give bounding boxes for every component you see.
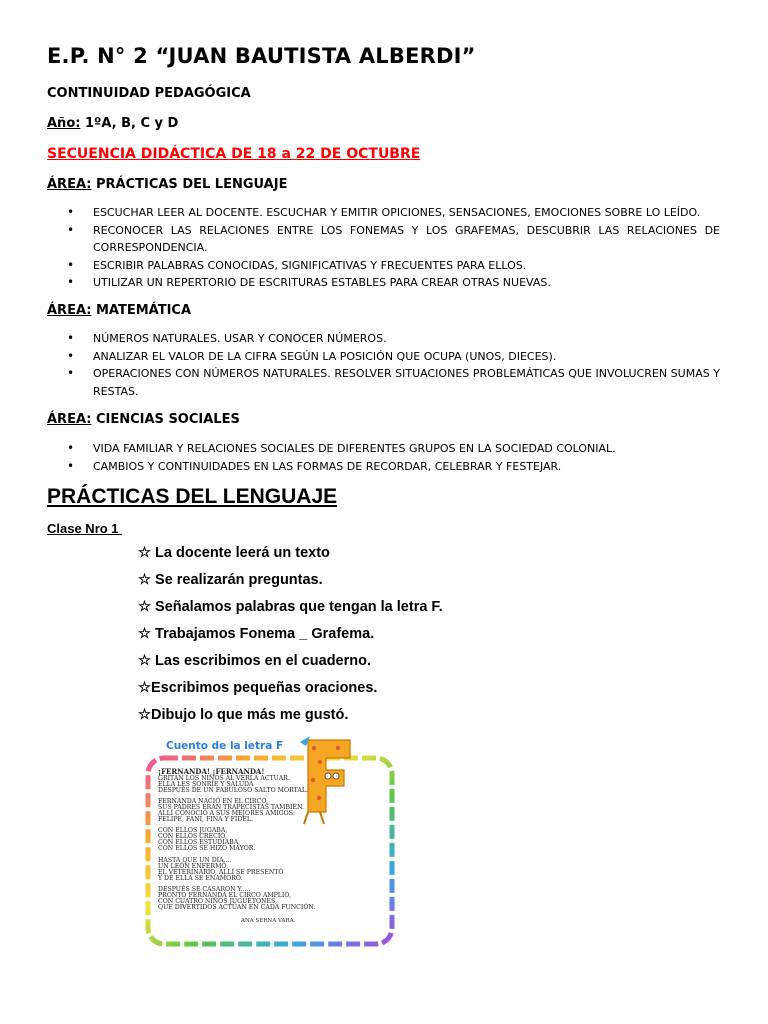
poem-stanza (158, 858, 328, 882)
poem-line: EL VETERINARIO, ALLÍ SE PRESENTÓ (158, 868, 284, 876)
area-sociales-list (47, 440, 720, 475)
area-heading-matematica (47, 303, 191, 318)
poem-line: ALLÍ CONOCIÓ A SUS MEJORES AMIGOS: (158, 809, 296, 817)
area-name: MATEMÁTICA (91, 303, 192, 318)
list-item: • ANALIZAR EL VALOR DE LA CIFRA SEGÚN LA POSICIÓN QUE OCUPA (UNOS, DIECES). (47, 348, 720, 366)
step-item: ☆ Se realizarán preguntas. (138, 572, 323, 588)
step-item: ☆ Señalamos palabras que tengan la letra F. (138, 599, 443, 615)
poem-line: DESPUÉS DE UN FABULOSO SALTO MORTAL. (158, 786, 308, 794)
area-label: ÁREA: (47, 303, 92, 318)
poem-line: HASTA QUE UN DÍA.... (158, 856, 232, 864)
area-label: ÁREA: (47, 177, 92, 192)
section-heading: PRÁCTICAS DEL LENGUAJE (47, 485, 338, 508)
list-item: • VIDA FAMILIAR Y RELACIONES SOCIALES DE DIFERENTES GRUPOS EN LA SOCIEDAD COLONIAL. (47, 440, 720, 458)
story-author: ANA SERNA VARA. (241, 918, 296, 924)
story-title: Cuento de la letra F (166, 740, 284, 752)
story-poem (158, 768, 328, 916)
poem-line: PRONTO FERNANDA EL CIRCO AMPLIÓ, (158, 892, 292, 899)
poem-stanza (158, 799, 328, 823)
list-item: • UTILIZAR UN REPERTORIO DE ESCRITURAS ESTABLES PARA CREAR OTRAS NUEVAS. (47, 274, 720, 292)
step-item: ☆ Las escribimos en el cuaderno. (138, 653, 371, 669)
area-lenguaje-list (47, 204, 720, 292)
area-heading-sociales (47, 412, 240, 427)
area-name: PRÁCTICAS DEL LENGUAJE (91, 177, 288, 192)
year-line (47, 116, 178, 131)
list-item: • RECONOCER LAS RELACIONES ENTRE LOS FONEMAS Y LOS GRAFEMAS, DESCUBRIR LAS RELACIONES DE CORRESPONDENCIA. (47, 222, 720, 257)
area-name: CIENCIAS SOCIALES (91, 412, 240, 427)
poem-line: ELLA LES SONRÍE Y SALUDA (158, 780, 254, 788)
poem-line: GRITAN LOS NIÑOS AL VERLA ACTUAR. (158, 774, 290, 782)
class-steps (138, 543, 443, 732)
poem-line: DESPUÉS SE CASARON Y..... (158, 885, 251, 893)
story-image (138, 732, 400, 950)
poem-line: QUE DIVERTIDOS ACTÚAN EN CADA FUNCIÓN. (158, 904, 316, 912)
poem-stanza (158, 887, 328, 911)
poem-line: CON CUATRO NIÑOS JUGUETONES, (158, 898, 277, 906)
area-label: ÁREA: (47, 412, 92, 427)
poem-line: Y DE ELLA SE ENAMORÓ. (158, 874, 243, 882)
area-heading-lenguaje (47, 177, 287, 192)
poem-line: UN LEÓN ENFERMÓ, (158, 862, 229, 870)
list-item: • NÚMEROS NATURALES. USAR Y CONOCER NÚMEROS. (47, 330, 720, 348)
list-item: • OPERACIONES CON NÚMEROS NATURALES. RESOLVER SITUACIONES PROBLEMÁTICAS QUE INVOLUCREN SUMAS Y RESTAS. (47, 365, 720, 400)
poem-line: ¡FERNANDA! ¡FERNANDA! (158, 767, 265, 776)
poem-stanza (158, 828, 328, 852)
subtitle: CONTINUIDAD PEDAGÓGICA (47, 86, 251, 101)
step-item: ☆ Trabajamos Fonema _ Grafema. (138, 626, 375, 642)
list-item: • ESCUCHAR LEER AL DOCENTE. ESCUCHAR Y EMITIR OPICIONES, SENSACIONES, EMOCIONES SOBRE LO LEÍDO. (47, 204, 720, 222)
poem-line: SUS PADRES ERAN TRAPECISTAS TAMBIÉN. (158, 803, 304, 811)
class-label: Clase Nro 1 (47, 521, 123, 536)
step-item: ☆Dibujo lo que más me gustó. (138, 707, 349, 723)
area-matematica-list (47, 330, 720, 400)
poem-stanza (158, 768, 328, 794)
poem-line: CON ELLOS JUGABA, (158, 827, 228, 835)
poem-line: FERNANDA NACIÓ EN EL CIRCO, (158, 797, 268, 805)
step-item: ☆Escribimos pequeñas oraciones. (138, 680, 378, 696)
poem-line: CON ELLOS SE HIZO MAYOR. (158, 845, 256, 853)
year-value: 1ºA, B, C y D (80, 116, 179, 131)
poem-line: CON ELLOS CRECIÓ, (158, 833, 227, 841)
poem-line: CON ELLOS ESTUDIABA, (158, 839, 241, 847)
list-item: • CAMBIOS Y CONTINUIDADES EN LAS FORMAS DE RECORDAR, CELEBRAR Y FESTEJAR. (47, 458, 720, 476)
year-label: Año: (47, 116, 81, 131)
school-title: E.P. N° 2 “JUAN BAUTISTA ALBERDI” (47, 44, 476, 68)
list-item: • ESCRIBIR PALABRAS CONOCIDAS, SIGNIFICATIVAS Y FRECUENTES PARA ELLOS. (47, 257, 720, 275)
sequence-title: SECUENCIA DIDÁCTICA DE 18 a 22 DE OCTUBRE (47, 146, 421, 162)
poem-line: FELIPE, FANI, FINA Y FIDEL. (158, 816, 253, 824)
step-item: ☆ La docente leerá un texto (138, 545, 330, 561)
